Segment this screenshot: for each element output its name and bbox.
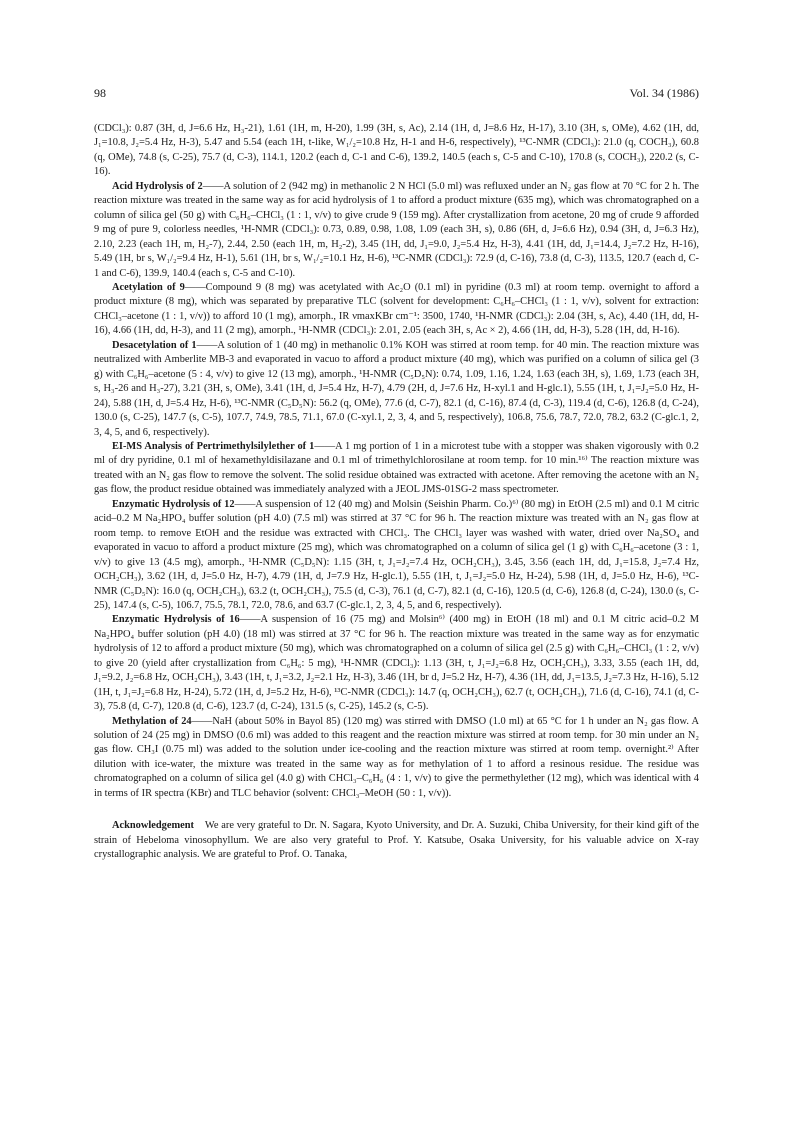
running-header xyxy=(94,86,699,102)
paragraph-nmr-continuation xyxy=(94,122,699,180)
run-in-heading: Enzymatic Hydrolysis of 16 xyxy=(112,614,240,626)
paragraph-acid-hydrolysis: Acid Hydrolysis of 2——A solution of 2 (942 mg) in methanolic 2 N HCl (5.0 ml) was refluxed under an N₂ gas flow at 70 °C for 2 h. The reaction mixture was treated in the same way as for acid hydrolysis of 1 to afford a product mixture (635 mg), which was chromatographed on a column of silica gel (50 g) with C₆H₆–CHCl₃ (1 : 1, v/v) to give crude 9 (159 mg). After crystallization from acetone, 20 mg of crude 9 afforded 9 mg of pure 9, colorless needles, ¹H-NMR (CDCl₃): 0.73, 0.89, 0.98, 1.08, 1.09 (each 3H, s), 0.86 (6H, d, J=6.6 Hz), 0.94 (3H, d, J=6.3 Hz), 2.10, 2.23 (each 1H, m, H₂-7), 2.44, 2.50 (each 1H, m, H₂-2), 3.45 (1H, dd, J₁=9.0, J₂=5.4 Hz, H-3), 4.41 (1H, dd, J₁=14.4, J₂=7.2 Hz, H-16), 5.49 (1H, br s, W₁/₂=9.4 Hz, H-1), 5.61 (1H, br s, W₁/₂=10.1 Hz, H-6), ¹³C-NMR (CDCl₃): 72.9 (d, C-16), 73.8 (d, C-3), 113.5, 120.7 (each d, C-1 and C-6), 139.9, 140.4 (each s, C-5 and C-10). xyxy=(94,180,699,279)
paragraph-methylation: Methylation of 24——NaH (about 50% in Bayol 85) (120 mg) was stirred with DMSO (1.0 ml) at 65 °C for 1 h under an N₂ gas flow. A solution of 24 (25 mg) in DMSO (0.6 ml) was added to this reagent and the reaction mixture was stirred at room temp. for 30 min under an N₂ gas flow. CH₃I (0.75 ml) was added to the solution under ice-cooling and the reaction mixture was stirred at room temp. overnight.²⁾ After dilution with ice-water, the mixture was treated in the same way as for methylation of 1 to afford a resinous residue. The residue was chromatographed on a column of silica gel (4.0 g) with CHCl₃–C₆H₆ (4 : 1, v/v) to give the permethylether (12 mg), which was identical with 4 in terms of IR spectra (KBr) and TLC behavior (solvent: CHCl₃–MeOH (50 : 1, v/v)). xyxy=(94,715,700,799)
run-in-heading: Methylation of 24 xyxy=(112,715,192,727)
paragraph-ei-ms: EI-MS Analysis of Pertrimethylsilylether of 1——A 1 mg portion of 1 in a microtest tube with a stopper was shaken vigorously with 0.2 ml of dry pyridine, 0.1 ml of hexamethyldisilazane and 0.1 ml of trimethylchlorosilane at room temp. for 10 min.¹⁶⁾ The reaction mixture was treated with an N₂ gas flow to remove the solvent. The solid residue obtained was extracted with acetone. After removing the acetone with an N₂ gas flow, the product residue obtained was immediately analyzed with a JEOL JMS-01SG-2 mass spectrometer. xyxy=(94,440,699,496)
paragraph-enzymatic-hydrolysis-16: Enzymatic Hydrolysis of 16——A suspension of 16 (75 mg) and Molsin⁶⁾ (400 mg) in EtOH (18 ml) and 0.1 M citric acid–0.2 M Na₂HPO₄ buffer solution (pH 4.0) (18 ml) was stirred at 37 °C for 96 h. The reaction mixture was treated in the same way as for enzymatic hydrolysis of 12 to afford a product mixture (50 mg), which was chromatographed on a column of silica gel (2.5 g) with C₆H₆–CHCl₃ (1 : 2, v/v) to give 20 (yield after crystallization from C₆H₆: 5 mg), ¹H-NMR (CDCl₃): 1.13 (3H, t, J₁=J₂=6.8 Hz, OCH₂CH₃), 3.33, 3.55 (each 1H, dd, J₁=9.2, J₂=6.8 Hz, OCH₂CH₃), 3.43 (1H, t, J₁=3.2, J₂=2.1 Hz, H-3), 3.46 (1H, br d, J=5.2 Hz, H-7), 4.36 (1H, dd, J₁=13.5, J₂=7.3 Hz, H-16), 5.12 (1H, t, J₁=J₂=6.8 Hz, H-24), 5.72 (1H, d, J=5.2 Hz, H-6), ¹³C-NMR (CDCl₃): 14.7 (q, OCH₂CH₃), 62.7 (t, OCH₂CH₃), 71.6 (d, C-16), 74.1 (d, C-3), 75.8 (d, C-7), 120.8 (d, C-6), 123.7 (d, C-24), 131.5 (s, C-25), 145.2 (s, C-5). xyxy=(94,614,700,713)
paragraph-text: A solution of 1 (40 mg) in methanolic 0.1% KOH was stirred at room temp. for 40 min. The reaction mixture was neutralized with Amberlite MB-3 and evaporated in vacuo to afford a product mixture (40 mg), which was purified on a column of silica gel (3 g) with C₆H₆–acetone (5 : 4, v/v) to give 12 (13 mg), amorph., ¹H-NMR (C₅D₅N): 0.74, 1.09, 1.16, 1.24, 1.63 (each 3H, s), 1.69, 1.73 (each 3H, s, H₃-26 and H₃-27), 3.21 (3H, s, OMe), 3.41 (1H, d, J=5.4 Hz, H-7), 4.79 (2H, d, J=7.6 Hz, H-xyl.1 and H-glc.1), 5.55 (1H, t, J₁=J₂=5.0 Hz, H-24), 5.88 (1H, d, J=5.4 Hz, H-6), ¹³C-NMR (C₅D₅N): 56.2 (q, OMe), 77.6 (d, C-7), 82.1 (d, C-16), 87.4 (d, C-3), 119.4 (d, C-6), 126.8 (d, C-24), 130.0 (s, C-25), 147.7 (s, C-5), 107.7, 74.9, 78.5, 71.1, 67.0 (C-xyl.1, 2, 3, 4, and 5, respectively), 106.8, 75.6, 78.7, 72.0, 78.2, 63.2 (C-glc.1, 2, 3, 4, 5, and 6, respectively). xyxy=(94,339,699,438)
acknowledgement-paragraph xyxy=(94,819,699,862)
run-in-heading: Acetylation of 9 xyxy=(112,281,185,293)
paragraph-text: Compound 9 (8 mg) was acetylated with Ac₂O (0.1 ml) in pyridine (0.3 ml) at room temp. overnight to afford a product mixture (8 mg), which was separated by preparative TLC (solvent for development: C₆H₆–CHCl₃ (1 : 1, v/v), solvent for extraction: CHCl₃–acetone (1 : 1, v/v)) to afford 10 (1 mg), amorph., IR νmaxKBr cm⁻¹: 3500, 1740, ¹H-NMR (CDCl₃): 2.04 (3H, s, Ac), 4.40 (1H, dd, H-16), 4.66 (1H, dd, H-3), and 11 (2 mg), amorph., ¹H-NMR (CDCl₃): 2.01, 2.05 (each 3H, s, Ac × 2), 4.66 (1H, dd, H-3), 5.28 (1H, dd, H-16). xyxy=(94,281,699,337)
paragraph-text: (CDCl₃): 0.87 (3H, d, J=6.6 Hz, H₃-21), 1.61 (1H, m, H-20), 1.99 (3H, s, Ac), 2.14 (1H, d, J=8.6 Hz, H-17), 3.10 (3H, s, OMe), 4.62 (1H, dd, J₁=10.8, J₂=5.4 Hz, H-3), 5.47 and 5.54 (each 1H, t-like, W₁/₂=10.8 Hz, H-1 and H-6, respectively), ¹³C-NMR (CDCl₃): 21.0 (q, COCH₃), 60.8 (q, OMe), 74.8 (s, C-25), 75.7 (d, C-3), 114.1, 120.2 (each d, C-1 and C-6), 139.2, 140.5 (each s, C-5 and C-10), 170.8 (s, COCH₃), 220.2 (s, C-16). xyxy=(94,123,699,178)
volume-label: Vol. 34 (1986) xyxy=(629,86,699,100)
paragraph-acetylation: Acetylation of 9——Compound 9 (8 mg) was acetylated with Ac₂O (0.1 ml) in pyridine (0.3 ml) at room temp. overnight to afford a product mixture (8 mg), which was separated by preparative TLC (solvent for development: C₆H₆–CHCl₃ (1 : 1, v/v), solvent for extraction: CHCl₃–acetone (1 : 1, v/v)) to afford 10 (1 mg), amorph., IR νmaxKBr cm⁻¹: 3500, 1740, ¹H-NMR (CDCl₃): 2.04 (3H, s, Ac), 4.40 (1H, dd, H-16), 4.66 (1H, dd, H-3), and 11 (2 mg), amorph., ¹H-NMR (CDCl₃): 2.01, 2.05 (each 3H, s, Ac × 2), 4.66 (1H, dd, H-3), 5.28 (1H, dd, H-16). xyxy=(94,281,699,337)
paragraph-text: A 1 mg portion of 1 in a microtest tube with a stopper was shaken vigorously with 0.2 ml of dry pyridine, 0.1 ml of hexamethyldisilazane and 0.1 ml of trimethylchlorosilane at room temp. for 10 min.¹⁶⁾ The reaction mixture was treated with an N₂ gas flow to remove the solvent. The solid residue obtained was extracted with acetone. After removing the acetone with an N₂ gas flow, the product residue obtained was immediately analyzed with a JEOL JMS-01SG-2 mass spectrometer. xyxy=(94,440,699,496)
page-number: 98 xyxy=(94,86,106,100)
paragraph-text: A solution of 2 (942 mg) in methanolic 2 N HCl (5.0 ml) was refluxed under an N₂ gas flow at 70 °C for 2 h. The reaction mixture was treated in the same way as for acid hydrolysis of 1 to afford a product mixture (635 mg), which was chromatographed on a column of silica gel (50 g) with C₆H₆–CHCl₃ (1 : 1, v/v) to give crude 9 (159 mg). After crystallization from acetone, 20 mg of crude 9 afforded 9 mg of pure 9, colorless needles, ¹H-NMR (CDCl₃): 0.73, 0.89, 0.98, 1.08, 1.09 (each 3H, s), 0.86 (6H, d, J=6.6 Hz), 0.94 (3H, d, J=6.3 Hz), 2.10, 2.23 (each 1H, m, H₂-7), 2.44, 2.50 (each 1H, m, H₂-2), 3.45 (1H, dd, J₁=9.0, J₂=5.4 Hz, H-3), 4.41 (1H, dd, J₁=14.4, J₂=7.2 Hz, H-16), 5.49 (1H, br s, W₁/₂=9.4 Hz, H-1), 5.61 (1H, br s, W₁/₂=10.1 Hz, H-6), ¹³C-NMR (CDCl₃): 72.9 (d, C-16), 73.8 (d, C-3), 113.5, 120.7 (each d, C-1 and C-6), 139.9, 140.4 (each s, C-5 and C-10). xyxy=(94,180,699,279)
paragraph-text: NaH (about 50% in Bayol 85) (120 mg) was stirred with DMSO (1.0 ml) at 65 °C for 1 h under an N₂ gas flow. A solution of 24 (25 mg) in DMSO (0.6 ml) was added to this reagent and the reaction mixture was stirred at room temp. for 30 min under an N₂ gas flow. CH₃I (0.75 ml) was added to the solution under ice-cooling and the reaction mixture was stirred at room temp. overnight.²⁾ After dilution with ice-water, the mixture was treated in the same way as for methylation of 1 to afford a resinous residue. The residue was chromatographed on a column of silica gel (4.0 g) with CHCl₃–C₆H₆ (4 : 1, v/v) to give the permethylether (12 mg), which was identical with 4 in terms of IR spectra (KBr) and TLC behavior (solvent: CHCl₃–MeOH (50 : 1, v/v)). xyxy=(94,715,700,799)
run-in-heading: Enzymatic Hydrolysis of 12 xyxy=(112,498,235,510)
run-in-heading: EI-MS Analysis of Pertrimethylsilylether of 1 xyxy=(112,440,315,452)
acknowledgement-text: We are very grateful to Dr. N. Sagara, Kyoto University, and Dr. A. Suzuki, Chiba University, for their kind gift of the strain of Hebeloma vinosophyllum. We are also very grateful to Prof. Y. Katsube, Osaka University, for his valuable advice on X-ray crystallographic analysis. We are grateful to Prof. O. Tanaka, xyxy=(94,820,699,861)
paragraph-text: A suspension of 16 (75 mg) and Molsin⁶⁾ (400 mg) in EtOH (18 ml) and 0.1 M citric acid–0.2 M Na₂HPO₄ buffer solution (pH 4.0) (18 ml) was stirred at 37 °C for 96 h. The reaction mixture was treated in the same way as for enzymatic hydrolysis of 12 to afford a product mixture (50 mg), which was chromatographed on a column of silica gel (2.5 g) with C₆H₆–CHCl₃ (1 : 2, v/v) to give 20 (yield after crystallization from C₆H₆: 5 mg), ¹H-NMR (CDCl₃): 1.13 (3H, t, J₁=J₂=6.8 Hz, OCH₂CH₃), 3.33, 3.55 (each 1H, dd, J₁=9.2, J₂=6.8 Hz, OCH₂CH₃), 3.43 (1H, t, J₁=3.2, J₂=2.1 Hz, H-3), 3.46 (1H, br d, J=5.2 Hz, H-7), 4.36 (1H, dd, J₁=13.5, J₂=7.3 Hz, H-16), 5.12 (1H, t, J₁=J₂=6.8 Hz, H-24), 5.72 (1H, d, J=5.2 Hz, H-6), ¹³C-NMR (CDCl₃): 14.7 (q, OCH₂CH₃), 62.7 (t, OCH₂CH₃), 71.6 (d, C-16), 74.1 (d, C-3), 75.8 (d, C-7), 120.8 (d, C-6), 123.7 (d, C-24), 131.5 (s, C-25), 145.2 (s, C-5). xyxy=(94,614,700,713)
paragraph-enzymatic-hydrolysis-12: Enzymatic Hydrolysis of 12——A suspension of 12 (40 mg) and Molsin (Seishin Pharm. Co.)⁶⁾ (80 mg) in EtOH (2.5 ml) and 0.1 M citric acid–0.2 M Na₂HPO₄ buffer solution (pH 4.0) (7.5 ml) was stirred at 37 °C for 96 h. The reaction mixture was treated with an N₂ gas flow at room temp. to remove EtOH and the residue was extracted with CHCl₃. The CHCl₃ layer was washed with water, dried over Na₂SO₄ and evaporated in vacuo to afford a product mixture (25 mg), which was chromatographed on a column of silica gel (1 g) with C₆H₆–acetone (3 : 1, v/v) to give 13 (4.5 mg), amorph., ¹H-NMR (C₅D₅N): 1.15 (3H, t, J₁=J₂=7.4 Hz, OCH₂CH₃), 3.45, 3.56 (each 1H, dd, J₁=15.8, J₂=7.4 Hz, OCH₂CH₃), 3.62 (1H, d, J=5.0 Hz, H-7), 4.79 (1H, d, J=7.9 Hz, H-glc.1), 5.55 (1H, t, J₁=J₂=5.0 Hz, H-24), 5.98 (1H, d, J=5.0 Hz, H-6), ¹³C-NMR (C₅D₅N): 16.0 (q, OCH₂CH₃), 63.2 (t, OCH₂CH₃), 75.5 (d, C-3), 76.1 (d, C-7), 82.1 (d, C-16), 120.5 (d, C-6), 126.8 (d, C-24), 130.0 (s, C-25), 147.4 (s, C-5), 106.7, 75.5, 78.1, 72.0, 78.6, and 63.7 (C-glc.1, 2, 3, 4, 5, and 6, respectively). xyxy=(94,498,699,611)
paragraph-desacetylation: Desacetylation of 1——A solution of 1 (40 mg) in methanolic 0.1% KOH was stirred at room temp. for 40 min. The reaction mixture was neutralized with Amberlite MB-3 and evaporated in vacuo to afford a product mixture (40 mg), which was purified on a column of silica gel (3 g) with C₆H₆–acetone (5 : 4, v/v) to give 12 (13 mg), amorph., ¹H-NMR (C₅D₅N): 0.74, 1.09, 1.16, 1.24, 1.63 (each 3H, s), 1.69, 1.73 (each 3H, s, H₃-26 and H₃-27), 3.21 (3H, s, OMe), 3.41 (1H, d, J=5.4 Hz, H-7), 4.79 (2H, d, J=7.6 Hz, H-xyl.1 and H-glc.1), 5.55 (1H, t, J₁=J₂=5.0 Hz, H-24), 5.88 (1H, d, J=5.4 Hz, H-6), ¹³C-NMR (C₅D₅N): 56.2 (q, OMe), 77.6 (d, C-7), 82.1 (d, C-16), 87.4 (d, C-3), 119.4 (d, C-6), 126.8 (d, C-24), 130.0 (s, C-25), 147.7 (s, C-5), 107.7, 74.9, 78.5, 71.1, 67.0 (C-xyl.1, 2, 3, 4, and 5, respectively), 106.8, 75.6, 78.7, 72.0, 78.2, 63.2 (C-glc.1, 2, 3, 4, 5, and 6, respectively). xyxy=(94,339,699,438)
run-in-heading: Desacetylation of 1 xyxy=(112,339,197,351)
run-in-heading: Acid Hydrolysis of 2 xyxy=(112,180,203,192)
experimental-text xyxy=(94,122,699,863)
paragraph-text: A suspension of 12 (40 mg) and Molsin (Seishin Pharm. Co.)⁶⁾ (80 mg) in EtOH (2.5 ml) and 0.1 M citric acid–0.2 M Na₂HPO₄ buffer solution (pH 4.0) (7.5 ml) was stirred at 37 °C for 96 h. The reaction mixture was treated with an N₂ gas flow at room temp. to remove EtOH and the residue was extracted with CHCl₃. The CHCl₃ layer was washed with water, dried over Na₂SO₄ and evaporated in vacuo to afford a product mixture (25 mg), which was chromatographed on a column of silica gel (1 g) with C₆H₆–acetone (3 : 1, v/v) to give 13 (4.5 mg), amorph., ¹H-NMR (C₅D₅N): 1.15 (3H, t, J₁=J₂=7.4 Hz, OCH₂CH₃), 3.45, 3.56 (each 1H, dd, J₁=15.8, J₂=7.4 Hz, OCH₂CH₃), 3.62 (1H, d, J=5.0 Hz, H-7), 4.79 (1H, d, J=7.9 Hz, H-glc.1), 5.55 (1H, t, J₁=J₂=5.0 Hz, H-24), 5.98 (1H, d, J=5.0 Hz, H-6), ¹³C-NMR (C₅D₅N): 16.0 (q, OCH₂CH₃), 63.2 (t, OCH₂CH₃), 75.5 (d, C-3), 76.1 (d, C-7), 82.1 (d, C-16), 120.5 (d, C-6), 126.8 (d, C-24), 130.0 (s, C-25), 147.4 (s, C-5), 106.7, 75.5, 78.1, 72.0, 78.6, and 63.7 (C-glc.1, 2, 3, 4, 5, and 6, respectively). xyxy=(94,498,699,611)
acknowledgement-heading: Acknowledgement xyxy=(112,820,194,832)
